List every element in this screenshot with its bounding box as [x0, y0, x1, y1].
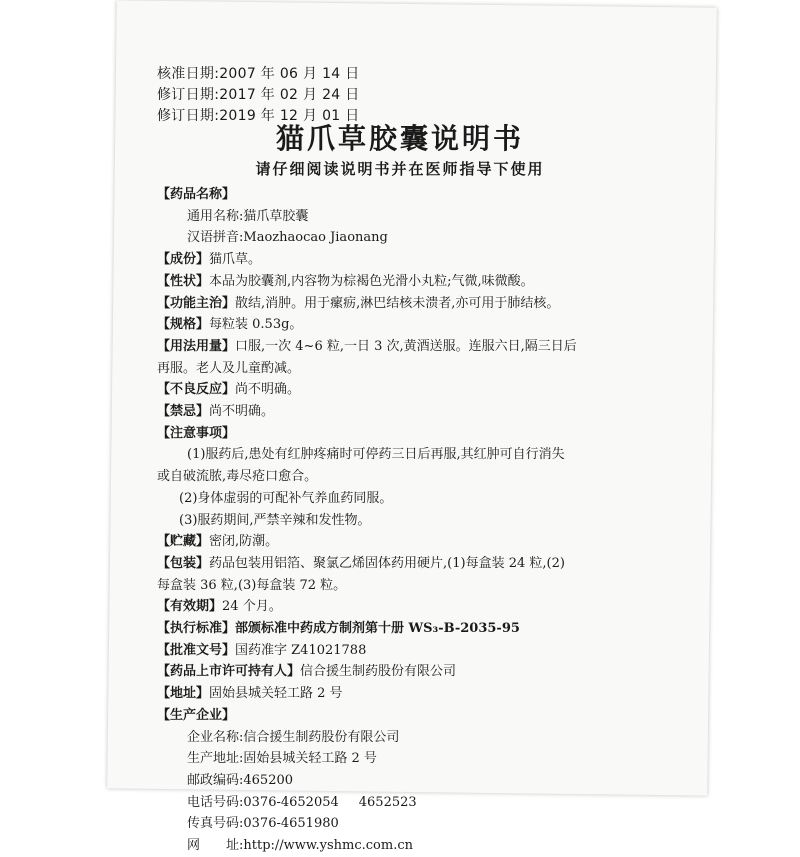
leaflet-body — [157, 184, 647, 857]
section-text: 药品包装用铝箔、聚氯乙烯固体药用硬片,(1)每盒装 24 粒,(2) — [209, 555, 565, 571]
section-address — [157, 683, 647, 705]
section-header: 【规格】 — [157, 317, 210, 333]
section-text: 猫爪草。 — [209, 252, 262, 268]
section-header: 【药品上市许可持有人】 — [157, 664, 301, 680]
section-contraindications — [157, 401, 647, 423]
fax-label: 传真号码: — [187, 816, 244, 832]
company-name-line — [157, 727, 647, 749]
section-approval-number — [157, 640, 647, 662]
section-adverse-reactions — [157, 379, 647, 401]
package-continuation: 每盒装 36 粒,(3)每盒装 72 粒。 — [157, 577, 347, 593]
section-text: 国药准字 Z41021788 — [235, 642, 367, 658]
company-label: 企业名称: — [187, 729, 244, 745]
section-header: 【不良反应】 — [157, 382, 236, 398]
section-license-holder — [157, 661, 647, 683]
document-title: 猫爪草胶囊说明书 — [275, 122, 524, 155]
revision-date — [157, 85, 360, 106]
section-indications — [157, 293, 647, 315]
section-drug-name — [157, 184, 647, 206]
section-standard — [157, 618, 647, 640]
section-header: 【批准文号】 — [157, 642, 236, 658]
section-header: 【禁忌】 — [157, 404, 210, 420]
section-header: 【功能主治】 — [157, 295, 236, 311]
section-text: 尚不明确。 — [235, 382, 301, 398]
postcode-line — [157, 770, 647, 792]
phone-value-secondary: 4652523 — [358, 794, 417, 810]
section-header: 【注意事项】 — [157, 425, 236, 441]
pinyin-value: Maozhaocao Jiaonang — [243, 230, 388, 246]
date-label: 核准日期: — [157, 66, 220, 82]
phone-value: 0376-4652054 — [243, 794, 339, 810]
section-text: 部颁标准中药成方制剂第十册 WS₃-B-2035-95 — [235, 621, 520, 637]
section-text: 24 个月。 — [222, 599, 282, 615]
section-ingredients — [157, 249, 647, 271]
section-validity — [157, 596, 647, 618]
section-header: 【地址】 — [157, 686, 210, 702]
fax-value: 0376-4651980 — [243, 816, 339, 832]
section-text: 信合援生制药股份有限公司 — [300, 664, 457, 680]
document-subtitle: 请仔细阅读说明书并在医师指导下使用 — [255, 160, 545, 178]
pinyin-line — [157, 227, 647, 249]
section-header: 【药品名称】 — [157, 187, 236, 202]
date-value: 2017 年 02 月 24 日 — [219, 87, 360, 103]
generic-name-label: 通用名称: — [187, 208, 244, 224]
phone-line — [157, 792, 647, 814]
date-value: 2007 年 06 月 14 日 — [219, 66, 360, 82]
production-address-value: 固始县城关轻工路 2 号 — [243, 751, 377, 767]
generic-name-value: 猫爪草胶囊 — [243, 208, 309, 224]
section-package — [157, 553, 647, 575]
section-header: 【用法用量】 — [157, 338, 236, 354]
company-value: 信合援生制药股份有限公司 — [243, 729, 400, 745]
section-text: 尚不明确。 — [209, 404, 275, 420]
precaution-item-3: (3)服药期间,严禁辛辣和发性物。 — [179, 512, 371, 528]
approval-date — [157, 64, 360, 85]
section-header: 【性状】 — [157, 273, 210, 289]
section-header: 【执行标准】 — [157, 621, 236, 637]
postcode-value: 465200 — [243, 772, 294, 788]
website-label: 网 址: — [187, 838, 244, 854]
section-precautions — [157, 423, 647, 445]
precaution-item-2: (2)身体虚弱的可配补气养血药同服。 — [179, 490, 393, 506]
section-text: 散结,消肿。用于瘰疬,淋巴结核未溃者,亦可用于肺结核。 — [235, 295, 560, 311]
section-text: 固始县城关轻工路 2 号 — [209, 686, 343, 702]
section-header: 【成份】 — [157, 252, 210, 268]
section-header: 【生产企业】 — [157, 707, 236, 723]
section-header: 【有效期】 — [157, 599, 223, 615]
section-character — [157, 271, 647, 293]
section-text: 每粒装 0.53g。 — [209, 317, 303, 333]
dosage-continuation: 再服。老人及儿童酌减。 — [157, 360, 301, 376]
section-dosage — [157, 336, 647, 358]
website-line — [157, 835, 647, 857]
phone-label: 电话号码: — [187, 794, 244, 810]
section-text: 密闭,防潮。 — [209, 534, 279, 550]
pinyin-label: 汉语拼音: — [187, 230, 244, 246]
fax-line — [157, 813, 647, 835]
precaution-item-1: (1)服药后,患处有红肿疼痛时可停药三日后再服,其红肿可自行消失 — [187, 447, 565, 463]
postcode-label: 邮政编码: — [187, 772, 244, 788]
production-address-line — [157, 748, 647, 770]
section-text: 本品为胶囊剂,内容物为棕褐色光滑小丸粒;气微,味微酸。 — [209, 273, 534, 289]
section-text: 口服,一次 4~6 粒,一日 3 次,黄酒送服。连服六日,隔三日后 — [235, 338, 577, 354]
production-address-label: 生产地址: — [187, 751, 244, 767]
section-storage — [157, 531, 647, 553]
section-header: 【贮藏】 — [157, 534, 210, 550]
date-label: 修订日期: — [157, 87, 220, 103]
section-manufacturer — [157, 705, 647, 727]
precaution-item-1-continuation: 或自破流脓,毒尽疮口愈合。 — [157, 469, 318, 485]
date-value: 2019 年 12 月 01 日 — [219, 108, 360, 124]
date-label: 修订日期: — [157, 108, 220, 124]
website-value: http://www.yshmc.com.cn — [243, 838, 413, 854]
section-header: 【包装】 — [157, 555, 210, 571]
section-spec — [157, 314, 647, 336]
generic-name-line — [157, 206, 647, 228]
